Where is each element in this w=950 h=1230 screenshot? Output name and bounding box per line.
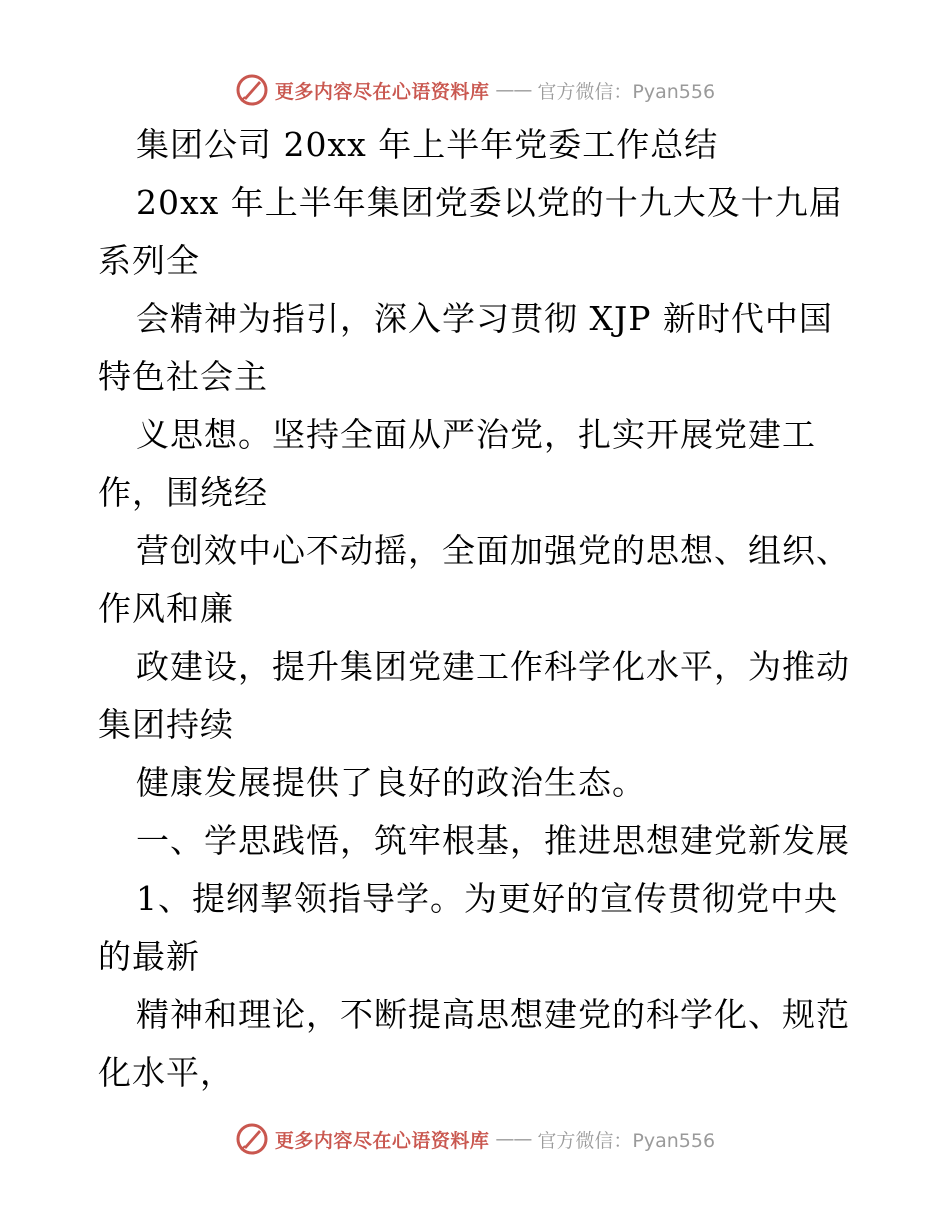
watermark-dash: ——: [495, 79, 532, 101]
watermark-wechat: 官方微信：Pyan556: [537, 1129, 716, 1152]
text-line: 特色社会主: [98, 357, 268, 396]
text-line: 系列全: [98, 241, 200, 280]
text-line: 精神和理论，不断提高思想建党的科学化、规范: [136, 995, 850, 1034]
quill-pen-logo-icon: [235, 1122, 269, 1156]
text-line: 义思想。坚持全面从严治党，扎实开展党建工: [136, 415, 816, 454]
document-body: [98, 116, 858, 1102]
text-line: 化水平，: [98, 1053, 234, 1092]
text-line: 1、提纲挈领指导学。为更好的宣传贯彻党中央: [136, 879, 838, 918]
text-line: 作风和廉: [98, 589, 234, 628]
document-title: 集团公司 20xx 年上半年党委工作总结: [136, 125, 719, 164]
text-line: 的最新: [98, 937, 200, 976]
watermark-wechat: 官方微信：Pyan556: [537, 80, 716, 103]
text-line: 作，围绕经: [98, 473, 268, 512]
text-line: 营创效中心不动摇，全面加强党的思想、组织、: [136, 531, 850, 570]
text-line: 集团持续: [98, 705, 234, 744]
text-line: 20xx 年上半年集团党委以党的十九大及十九届: [136, 183, 843, 222]
section-heading: 一、学思践悟，筑牢根基，推进思想建党新发展: [136, 821, 850, 860]
watermark-banner-top: [0, 70, 950, 110]
text-line: 政建设，提升集团党建工作科学化水平，为推动: [136, 647, 850, 686]
watermark-dash: ——: [495, 1128, 532, 1150]
quill-pen-logo-icon: [235, 73, 269, 107]
watermark-slogan: 更多内容尽在心语资料库: [274, 80, 490, 103]
watermark-banner-bottom: [0, 1119, 950, 1159]
text-line: 健康发展提供了良好的政治生态。: [136, 763, 646, 802]
watermark-slogan: 更多内容尽在心语资料库: [274, 1129, 490, 1152]
text-line: 会精神为指引，深入学习贯彻 XJP 新时代中国: [136, 299, 833, 338]
